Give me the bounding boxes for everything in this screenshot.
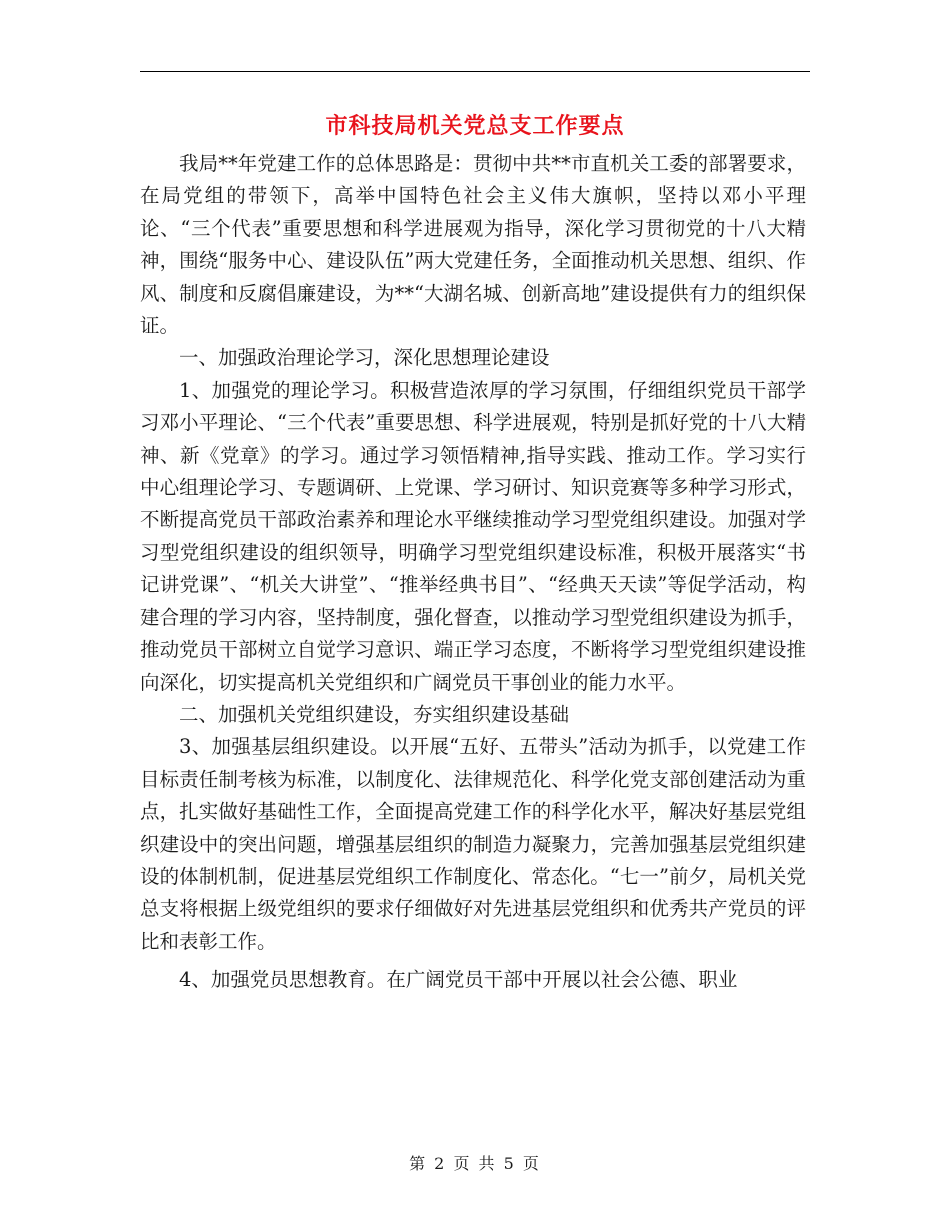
- section-heading-1: 一、加强政治理论学习，深化思想理论建设: [179, 346, 550, 370]
- header-rule: [140, 71, 810, 72]
- item-3-paragraph: 3、加强基层组织建设。以开展“五好、五带头”活动为抓手，以党建工作目标责任制考核为标准，以制度化、法律规范化、科学化党支部创建活动为重点，扎实做好基础性工作，全面提高党建工作的科学化水平，解决好基层党组织建设中的突出问题，增强基层组织的制造力凝聚力，完善加强基层党组织建设的体制机制，促进基层党组织工作制度化、常态化。“七一”前夕，局机关党总支将根据上级党组织的要求仔细做好对先进基层党组织和优秀共产党员的评比和表彰工作。: [140, 735, 806, 953]
- document-title: 市科技局机关党总支工作要点: [325, 113, 625, 139]
- intro-paragraph: 我局**年党建工作的总体思路是：贯彻中共**市直机关工委的部署要求，在局党组的带领下，高举中国特色社会主义伟大旗帜，坚持以邓小平理论、“三个代表”重要思想和科学进展观为指导，深化学习贯彻党的十八大精神，围绕“服务中心、建设队伍”两大党建任务，全面推动机关思想、组织、作风、制度和反腐倡廉建设，为**“大湖名城、创新高地”建设提供有力的组织保证。: [140, 152, 806, 338]
- item-1-paragraph: 1、加强党的理论学习。积极营造浓厚的学习氛围，仔细组织党员干部学习邓小平理论、“三个代表”重要思想、科学进展观，特别是抓好党的十八大精神、新《党章》的学习。通过学习领悟精神,指导实践、推动工作。学习实行中心组理论学习、专题调研、上党课、学习研讨、知识竞赛等多种学习形式，不断提高党员干部政治素养和理论水平继续推动学习型党组织建设。加强对学习型党组织建设的组织领导，明确学习型党组织建设标准，积极开展落实“书记讲党课”、“机关大讲堂”、“推举经典书目”、“经典天天读”等促学活动，构建合理的学习内容，坚持制度，强化督查，以推动学习型党组织建设为抓手，推动党员干部树立自觉学习意识、端正学习态度，不断将学习型党组织建设推向深化，切实提高机关党组织和广阔党员干事创业的能力水平。: [140, 378, 806, 694]
- document-body: [140, 148, 806, 997]
- page-footer: 第 2 页 共 5 页: [409, 1154, 541, 1173]
- section-heading-2: 二、加强机关党组织建设，夯实组织建设基础: [179, 702, 570, 726]
- item-4-paragraph: 4、加强党员思想教育。在广阔党员干部中开展以社会公德、职业: [179, 968, 738, 992]
